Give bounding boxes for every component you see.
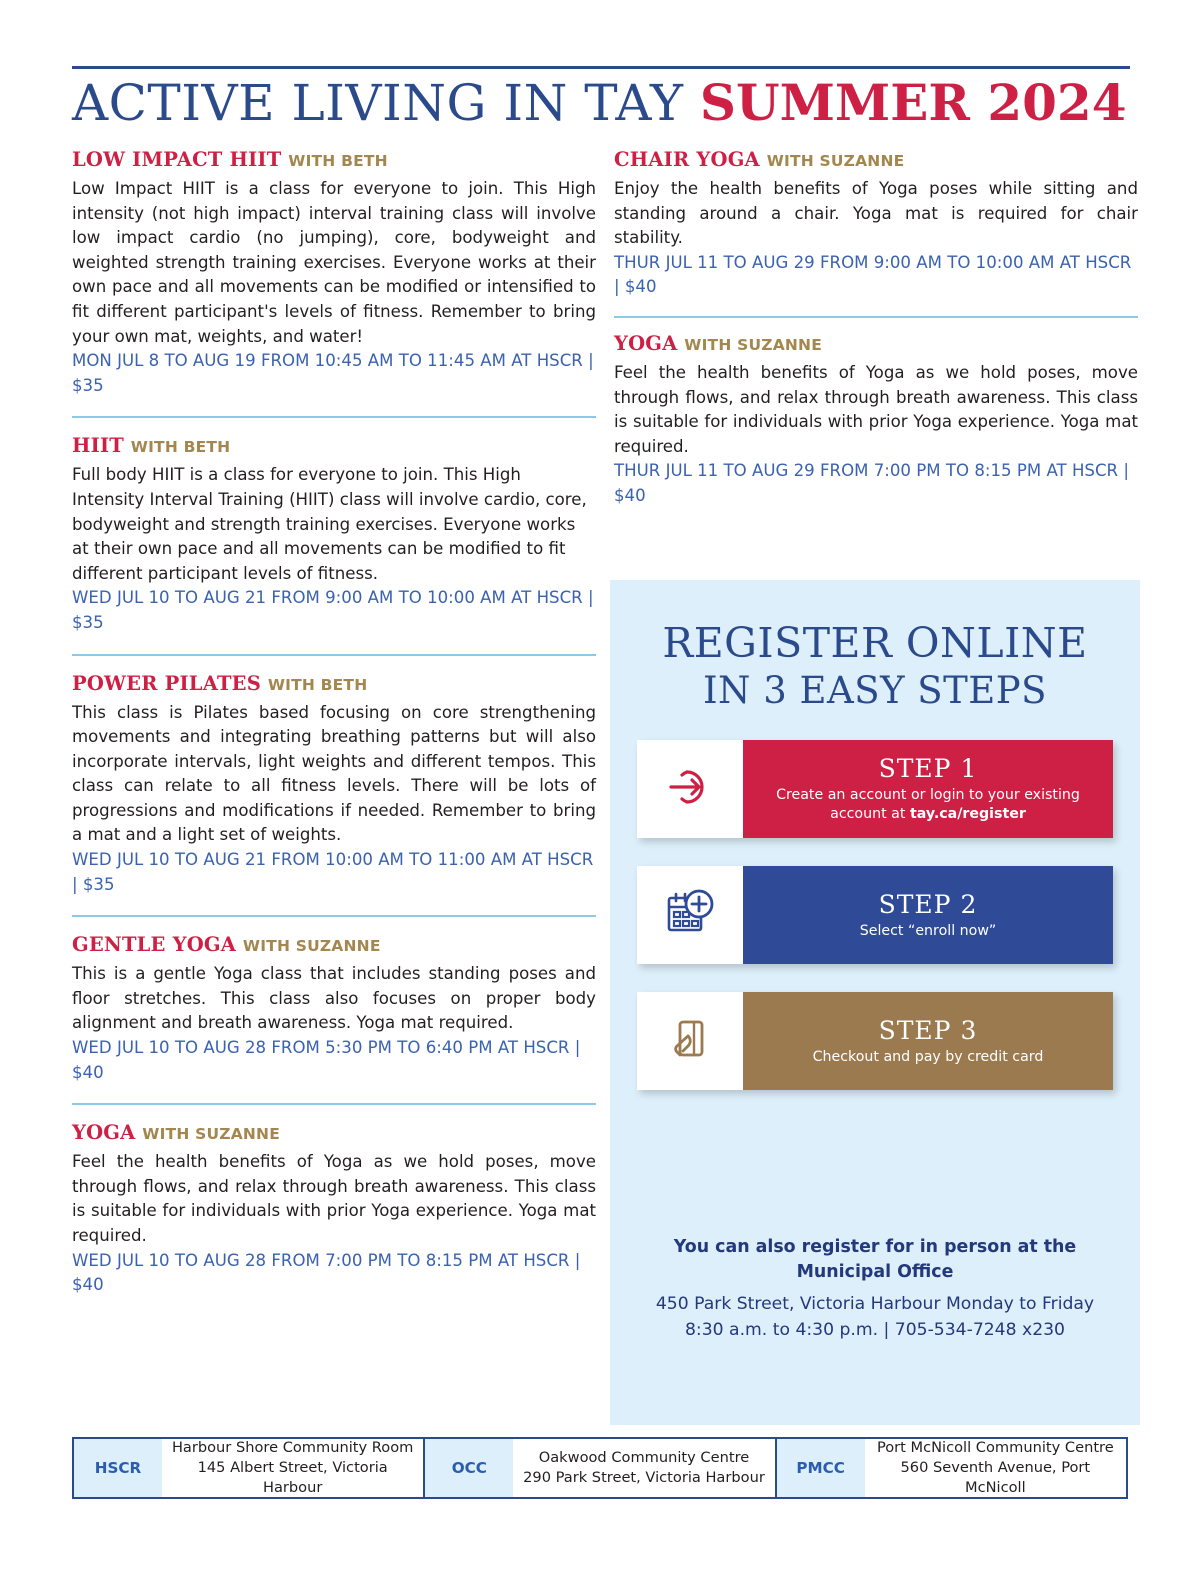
legend-address [865,1438,1126,1498]
in-person-heading-line2: Municipal Office [796,1262,954,1282]
step-2-label: STEP 2 [878,889,978,919]
legend-address-line2: 560 Seventh Avenue, Port McNicoll [900,1459,1091,1496]
steps-list [610,740,1140,1090]
class-name: LOW IMPACT HIIT [72,148,282,171]
legend-address-line1: Harbour Shore Community Room [171,1439,414,1456]
legend-address [162,1438,423,1498]
class-block-hiit [72,434,596,635]
in-person-heading [610,1235,1140,1285]
masthead [72,66,1130,131]
in-person-address-line1: 450 Park Street, Victoria Harbour Monday to Friday [655,1294,1095,1314]
right-column [614,148,1138,511]
step-1-sub-text: Create an account or login to your existing account at [776,787,1080,822]
class-instructor: WITH BETH [267,675,368,694]
register-heading-line2: IN 3 EASY STEPS [702,669,1048,712]
in-person-heading-line1: You can also register for in person at the [673,1237,1077,1257]
location-legend [72,1437,1128,1499]
legend-address-line2: 290 Park Street, Victoria Harbour [523,1469,765,1486]
legend-code: PMCC [777,1439,865,1497]
masthead-title-primary: ACTIVE LIVING IN TAY [72,74,700,132]
legend-item-hscr [74,1439,423,1497]
class-heading [72,434,596,459]
step-1-sub [753,786,1103,824]
class-description: Enjoy the health benefits of Yoga poses while sitting and standing around a chair. Yoga mat is required for chair stability. [614,179,1138,248]
register-online-panel [610,580,1140,1425]
class-block-power-pilates [72,672,596,898]
section-divider [614,316,1138,318]
register-heading-line1: REGISTER ONLINE [662,619,1088,667]
step-2-body [743,866,1113,964]
class-schedule: WED JUL 10 TO AUG 21 FROM 10:00 AM TO 11:00 AM AT HSCR | $35 [72,850,594,894]
section-divider [72,915,596,917]
class-schedule: WED JUL 10 TO AUG 21 FROM 9:00 AM TO 10:00 AM AT HSCR | $35 [72,588,594,632]
step-1-body [743,740,1113,838]
step-3-sub: Checkout and pay by credit card [812,1048,1044,1065]
legend-address-line1: Oakwood Community Centre [538,1449,750,1466]
class-block-gentle-yoga [72,933,596,1085]
class-name: HIIT [72,434,124,458]
register-heading [610,580,1140,714]
class-instructor: WITH SUZANNE [766,152,905,170]
class-name: YOGA [72,1121,136,1145]
masthead-title-season: SUMMER 2024 [699,73,1127,132]
class-heading [72,933,596,958]
legend-address [513,1448,774,1488]
class-name: POWER PILATES [72,671,262,695]
class-heading [614,332,1138,357]
legend-item-occ [423,1439,774,1497]
left-column [72,148,596,1300]
step-3-label: STEP 3 [878,1015,978,1045]
step-3-body [743,992,1113,1090]
in-person-address-line2: 8:30 a.m. to 4:30 p.m. | 705-534-7248 x230 [685,1320,1065,1340]
class-instructor: WITH SUZANNE [242,937,381,956]
step-card-2[interactable] [637,866,1113,964]
class-schedule: WED JUL 10 TO AUG 28 FROM 5:30 PM TO 6:40 PM AT HSCR | $40 [72,1038,581,1082]
legend-code: OCC [425,1439,513,1497]
legend-address-line1: Port McNicoll Community Centre [876,1439,1114,1456]
class-instructor: WITH SUZANNE [684,335,823,354]
class-block-chair-yoga [614,148,1138,300]
legend-code: HSCR [74,1439,162,1497]
class-instructor: WITH BETH [288,152,388,170]
login-arrow-icon [663,760,717,818]
step-3-icon-box [637,992,743,1090]
calendar-plus-icon [663,886,717,944]
class-instructor: WITH SUZANNE [142,1125,281,1144]
class-heading [72,1121,596,1146]
class-schedule: WED JUL 10 TO AUG 28 FROM 7:00 PM TO 8:15 PM AT HSCR | $40 [72,1250,581,1295]
class-heading [614,148,1138,173]
class-description: Feel the health benefits of Yoga as we hold poses, move through flows, and relax through breath awareness. This class is suitable for individuals with prior Yoga experience. Yoga mat required. [614,362,1138,456]
step-2-icon-box [637,866,743,964]
section-divider [72,654,596,656]
class-schedule: MON JUL 8 TO AUG 19 FROM 10:45 AM TO 11:45 AM AT HSCR | $35 [72,351,594,395]
class-block-yoga-left [72,1121,596,1298]
step-1-url[interactable]: tay.ca/register [909,806,1026,822]
page-title [72,75,1130,131]
in-person-address [610,1291,1140,1343]
step-2-sub: Select “enroll now” [859,922,997,939]
class-name: CHAIR YOGA [614,148,760,171]
legend-address-line2: 145 Albert Street, Victoria Harbour [197,1459,388,1496]
step-card-3[interactable] [637,992,1113,1090]
class-description: Feel the health benefits of Yoga as we hold poses, move through flows, and relax through breath awareness. This class is suitable for individuals with prior Yoga experience. Yoga mat required. [72,1152,596,1245]
step-1-label: STEP 1 [878,754,978,783]
class-description: Low Impact HIIT is a class for everyone to join. This High intensity (not high impact) interval training class will involve low impact cardio (no jumping), core, bodyweight and weighted strength training exercises. Everyone works at their own pace and all movements can be modified or intensified to fit different participant's levels of fitness. Remember to bring your own mat, weights, and water! [72,179,596,346]
in-person-registration [610,1235,1140,1343]
class-block-low-impact-hiit [72,148,596,398]
class-schedule: THUR JUL 11 TO AUG 29 FROM 7:00 PM TO 8:15 PM AT HSCR | $40 [614,461,1129,505]
class-description: This class is Pilates based focusing on core strengthening movements and integrating breathing patterns but will also incorporate intervals, light weights and different tempos. This class can relate to all fitness levels. There will be lots of progressions and modifications if needed. Remember to bring a mat and a light set of weights. [72,702,596,845]
class-description: Full body HIIT is a class for everyone to join. This High Intensity Interval Training (HIIT) class will involve cardio, core, bodyweight and strength training exercises. Everyone works at their own pace and all movements can be modified to fit different participant levels of fitness. [72,465,587,583]
hand-credit-card-icon [663,1012,717,1070]
class-instructor: WITH BETH [130,438,231,457]
class-heading [72,672,596,697]
step-1-icon-box [637,740,743,838]
legend-item-pmcc [775,1439,1126,1497]
class-name: YOGA [614,331,678,355]
section-divider [72,1103,596,1105]
class-name: GENTLE YOGA [72,933,237,957]
section-divider [72,416,596,418]
class-block-yoga-right [614,332,1138,509]
step-card-1[interactable] [637,740,1113,838]
class-description: This is a gentle Yoga class that includes standing poses and floor stretches. This class also focuses on proper body alignment and breath awareness. Yoga mat required. [72,964,596,1033]
class-schedule: THUR JUL 11 TO AUG 29 FROM 9:00 AM TO 10:00 AM AT HSCR | $40 [614,252,1132,297]
masthead-rule [72,66,1130,69]
class-heading [72,148,596,173]
